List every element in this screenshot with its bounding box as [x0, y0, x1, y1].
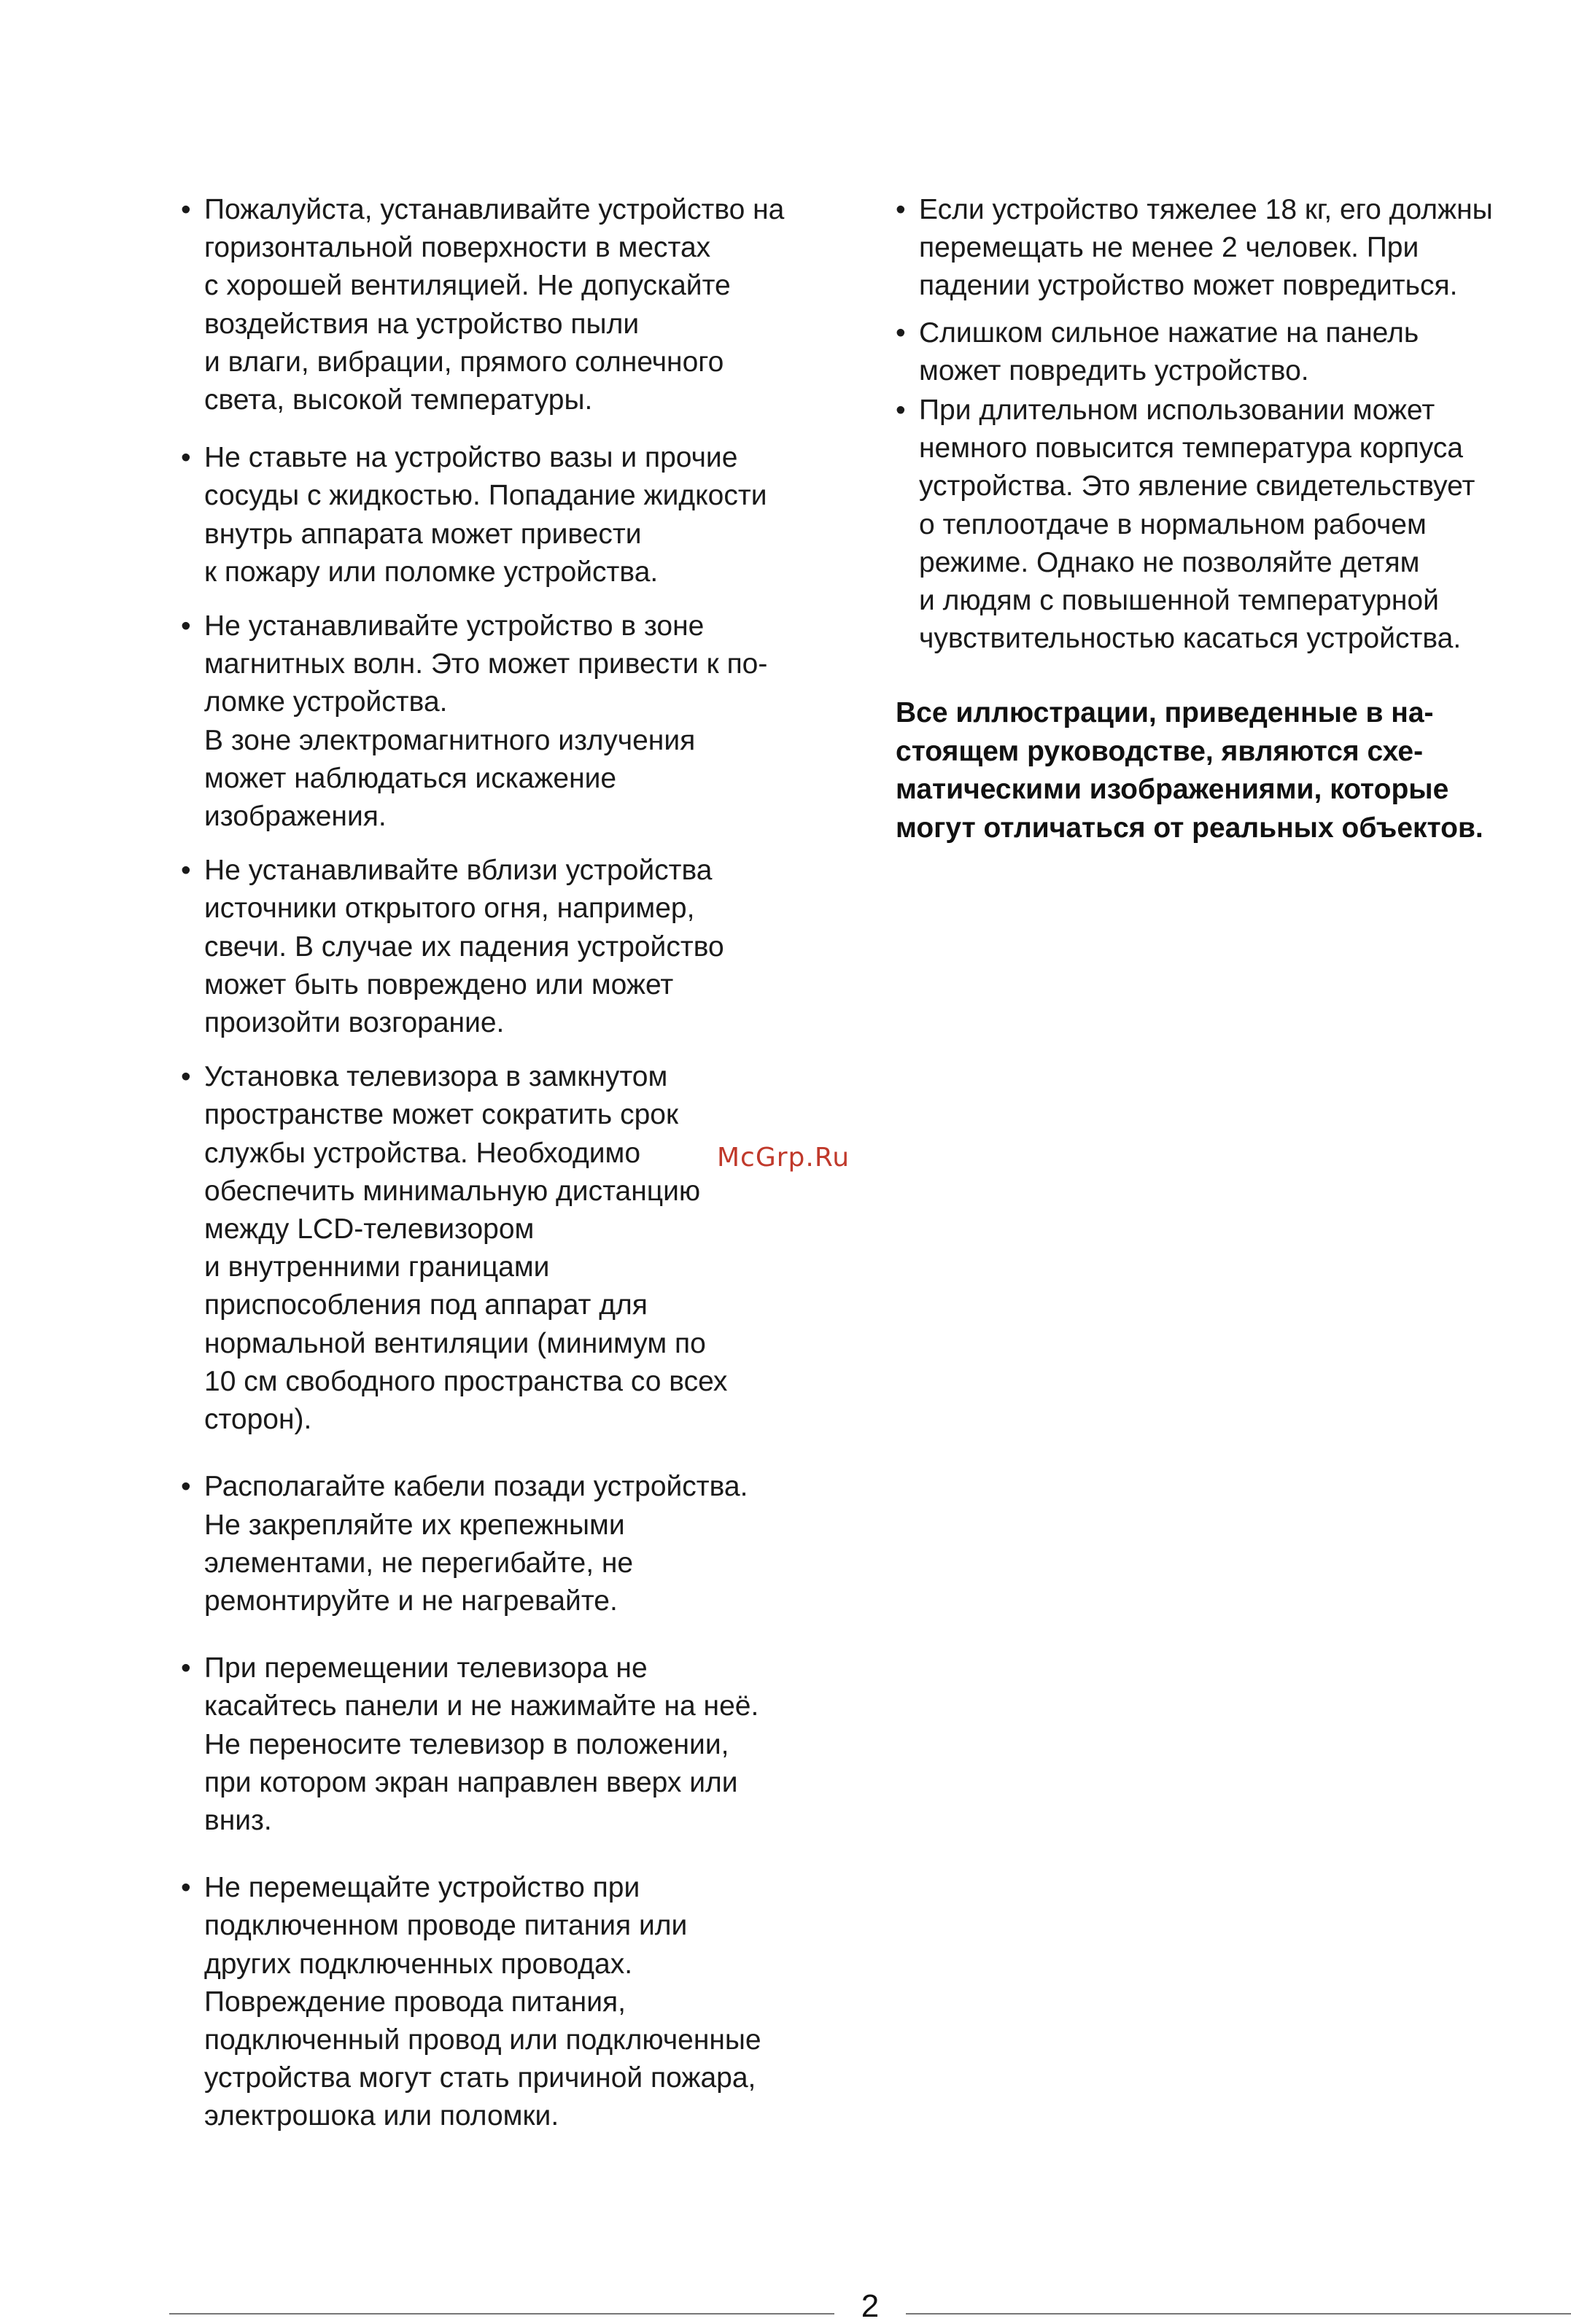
bullet-item: • Слишком сильное нажатие на панель может повредить устройство.	[896, 314, 1523, 390]
bullet-item: • Не устанавливайте вблизи устройства источники открытого огня, например, свечи. В случае их падения устройство может быть повреждено или может произойти возгорание.	[181, 852, 823, 1042]
illustrations-note: Все иллюстрации, приведенные в на- стоящем руководстве, являются схе- матическими изображениями, которые могут отличаться от реальных объектов.	[896, 697, 1483, 844]
footer-divider-right	[906, 2313, 1571, 2315]
footer-divider-left	[169, 2313, 834, 2315]
watermark: McGrp.Ru	[717, 1143, 850, 1173]
bullet-item: • При длительном использовании может немного повысится температура корпуса устройства. Это явление свидетельствует о теплоотдаче в нормальном рабочем режиме. Однако не позволяйте детям и людям с повышенной температурной чувствительностью касаться устройства.	[896, 392, 1523, 658]
bullet-item: • Установка телевизора в замкнутом пространстве может сократить срок службы устройства. Необходимо обеспечить минимальную дистанцию между LCD-телевизором и внутренними границами приспособления под аппарат для нормальной вентиляции (минимум по 10 см свободного пространства со всех сторон).	[181, 1058, 823, 1439]
bullet-item: • Не устанавливайте устройство в зоне магнитных волн. Это может привести к по- ломке устройства. В зоне электромагнитного излучения может наблюдаться искажение изображения.	[181, 607, 823, 836]
bullet-item: • Если устройство тяжелее 18 кг, его должны перемещать не менее 2 человек. При падении устройство может повредиться.	[896, 191, 1523, 306]
right-column	[896, 191, 1523, 847]
bullet-item: • Пожалуйста, устанавливайте устройство на горизонтальной поверхности в местах с хорошей вентиляцией. Не допускайте воздействия на устройство пыли и влаги, вибрации, прямого солнечного света, высокой температуры.	[181, 191, 823, 419]
bullet-item: • При перемещении телевизора не касайтесь панели и не нажимайте на неё. Не переносите телевизор в положении, при котором экран направлен вверх или вниз.	[181, 1649, 823, 1840]
bullet-item: • Не ставьте на устройство вазы и прочие сосуды с жидкостью. Попадание жидкости внутрь аппарата может привести к пожару или поломке устройства.	[181, 439, 823, 591]
bullet-item: • Располагайте кабели позади устройства. Не закрепляйте их крепежными элементами, не перегибайте, не ремонтируйте и не нагревайте.	[181, 1468, 823, 1620]
page-number: 2	[861, 2288, 880, 2324]
bullet-item: • Не перемещайте устройство при подключенном проводе питания или других подключенных проводах. Повреждение провода питания, подключенный провод или подключенные устройства могут стать причиной пожара, электрошока или поломки.	[181, 1869, 823, 2135]
